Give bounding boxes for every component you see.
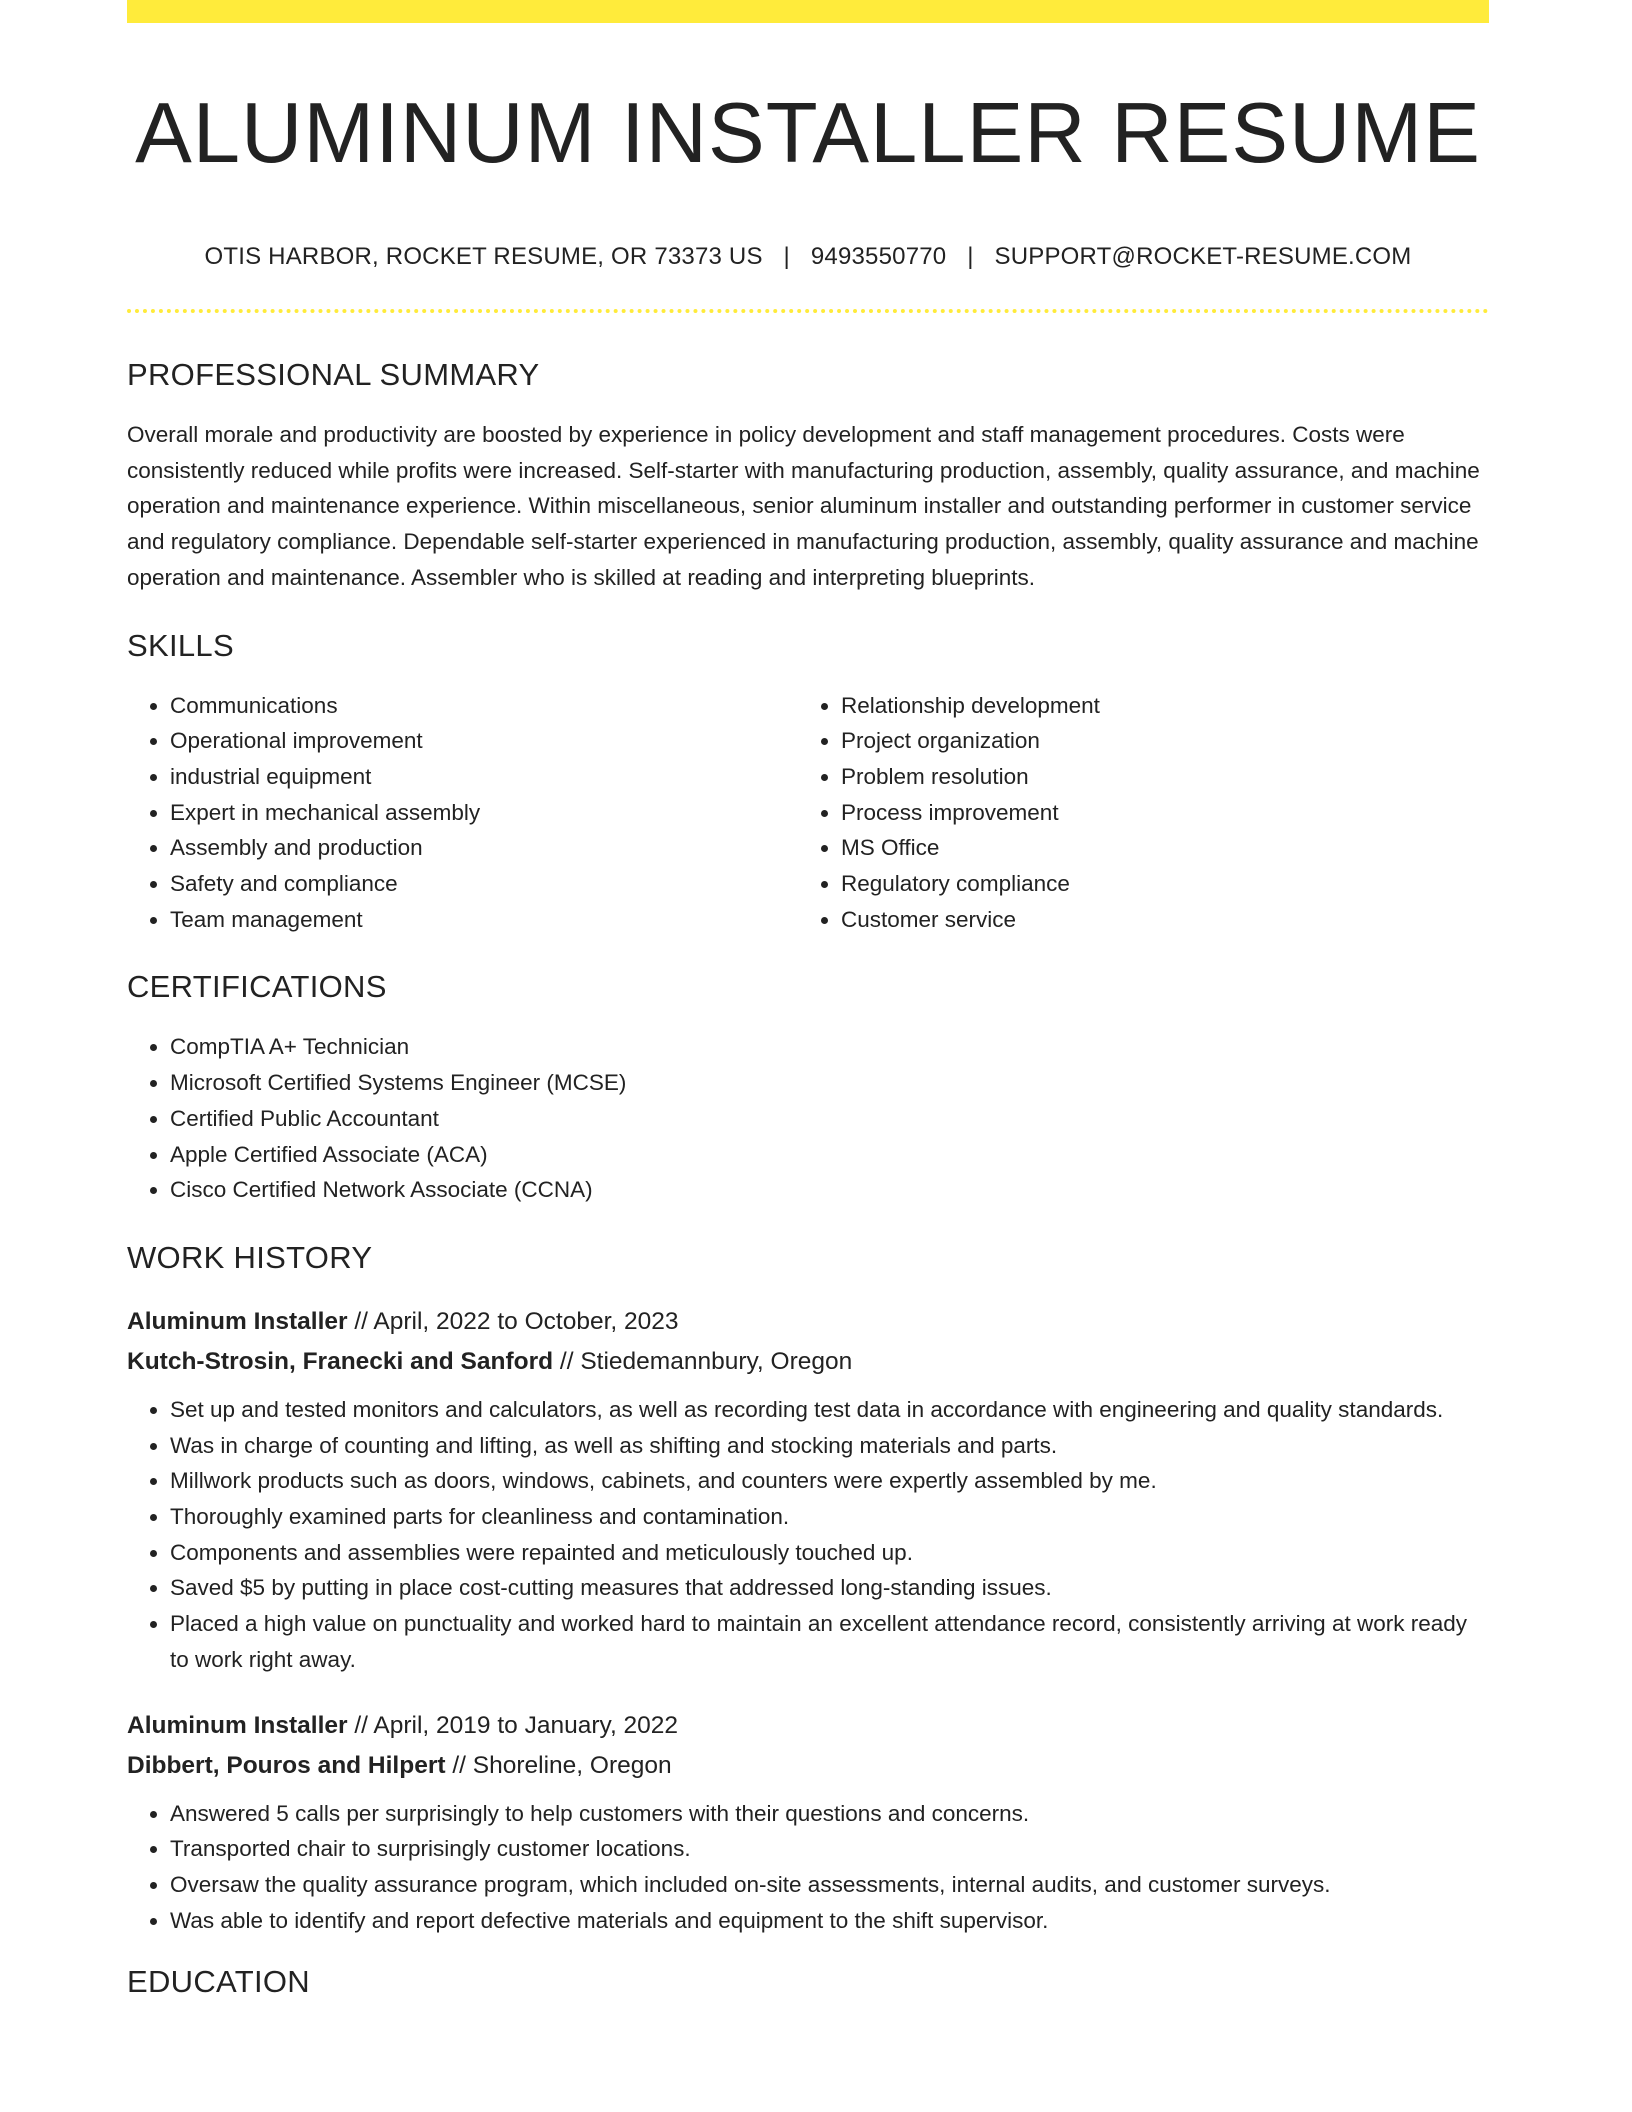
resume-title: ALUMINUM INSTALLER RESUME <box>135 86 1481 181</box>
contact-separator: | <box>783 243 790 270</box>
certifications-heading: CERTIFICATIONS <box>127 969 387 1005</box>
skill-item: • Expert in mechanical assembly <box>170 795 798 831</box>
certifications-list <box>127 1029 1489 1208</box>
skill-item: • Process improvement <box>841 795 1469 831</box>
skill-item: • Operational improvement <box>170 723 798 759</box>
job-bullets <box>127 1392 1489 1678</box>
job-bullet: • Was able to identify and report defective materials and equipment to the shift supervisor. <box>170 1903 1489 1939</box>
job-bullet: • Transported chair to surprisingly customer locations. <box>170 1831 1489 1867</box>
job-entry <box>127 1302 1489 1678</box>
job-company-line <box>127 1342 1489 1382</box>
job-entry <box>127 1706 1489 1939</box>
certification-item: • CompTIA A+ Technician <box>170 1029 1489 1065</box>
job-bullet: • Saved $5 by putting in place cost-cutting measures that addressed long-standing issues. <box>170 1570 1489 1606</box>
job-company: Dibbert, Pouros and Hilpert <box>127 1751 446 1779</box>
skill-item: • Problem resolution <box>841 759 1469 795</box>
certification-item: • Certified Public Accountant <box>170 1101 1489 1137</box>
job-bullet: • Answered 5 calls per surprisingly to help customers with their questions and concerns. <box>170 1796 1489 1832</box>
skills-right-list <box>798 688 1469 938</box>
job-title-line <box>127 1706 1489 1746</box>
job-location: // Shoreline, Oregon <box>445 1751 672 1779</box>
job-company: Kutch-Strosin, Franecki and Sanford <box>127 1347 554 1375</box>
dotted-divider <box>127 309 1489 313</box>
skill-item: • Communications <box>170 688 798 724</box>
job-title: Aluminum Installer <box>127 1711 348 1739</box>
job-bullet: • Placed a high value on punctuality and worked hard to maintain an excellent attendance record, consistently arriving at work ready to work right away. <box>170 1606 1489 1677</box>
work-history-heading: WORK HISTORY <box>127 1239 373 1275</box>
contact-email: SUPPORT@ROCKET-RESUME.COM <box>994 243 1412 270</box>
job-bullet: • Components and assemblies were repainted and meticulously touched up. <box>170 1535 1489 1571</box>
skill-item: • Relationship development <box>841 688 1469 724</box>
contact-phone: 9493550770 <box>810 243 947 270</box>
job-bullets <box>127 1796 1489 1939</box>
certification-item: • Apple Certified Associate (ACA) <box>170 1137 1489 1173</box>
top-accent-bar <box>127 0 1489 23</box>
skill-item: • MS Office <box>841 830 1469 866</box>
skill-item: • Team management <box>170 902 798 938</box>
job-company-line <box>127 1746 1489 1786</box>
job-bullet: • Oversaw the quality assurance program, which included on-site assessments, internal audits, and customer surveys. <box>170 1867 1489 1903</box>
job-title-line <box>127 1302 1489 1342</box>
job-location: // Stiedemannbury, Oregon <box>553 1347 853 1375</box>
contact-address: OTIS HARBOR, ROCKET RESUME, OR 73373 US <box>204 243 763 270</box>
job-bullet: • Was in charge of counting and lifting, as well as shifting and stocking materials and parts. <box>170 1428 1489 1464</box>
job-bullet: • Set up and tested monitors and calculators, as well as recording test data in accordance with engineering and quality standards. <box>170 1392 1489 1428</box>
skills-columns <box>127 688 1489 938</box>
summary-heading: PROFESSIONAL SUMMARY <box>127 357 540 392</box>
skill-item: • Safety and compliance <box>170 866 798 902</box>
skill-item: • Regulatory compliance <box>841 866 1469 902</box>
skill-item: • Project organization <box>841 723 1469 759</box>
resume-content <box>127 23 1489 2000</box>
certification-item: • Microsoft Certified Systems Engineer (MCSE) <box>170 1065 1489 1101</box>
job-dates: // April, 2022 to October, 2023 <box>347 1307 679 1335</box>
education-heading: EDUCATION <box>127 1964 310 2000</box>
skills-heading: SKILLS <box>127 627 234 663</box>
job-bullet: • Millwork products such as doors, windows, cabinets, and counters were expertly assembled by me. <box>170 1463 1489 1499</box>
contact-separator: | <box>967 243 974 270</box>
job-dates: // April, 2019 to January, 2022 <box>347 1711 679 1739</box>
contact-line <box>127 243 1489 271</box>
job-title: Aluminum Installer <box>127 1307 348 1335</box>
certification-item: • Cisco Certified Network Associate (CCNA) <box>170 1172 1489 1208</box>
skill-item: • industrial equipment <box>170 759 798 795</box>
job-bullet: • Thoroughly examined parts for cleanliness and contamination. <box>170 1499 1489 1535</box>
summary-text: Overall morale and productivity are boosted by experience in policy development and staff management procedures. Costs were consistently reduced while profits were increased. Self-starter with manufacturing production, assembly, quality assurance, and machine operation and maintenance experience. Within miscellaneous, senior aluminum installer and outstanding performer in customer service and regulatory compliance. Dependable self-starter experienced in manufacturing production, assembly, quality assurance and machine operation and maintenance. Assembler who is skilled at reading and interpreting blueprints. <box>127 422 1480 590</box>
skill-item: • Assembly and production <box>170 830 798 866</box>
skill-item: • Customer service <box>841 902 1469 938</box>
skills-left-list <box>127 688 798 938</box>
